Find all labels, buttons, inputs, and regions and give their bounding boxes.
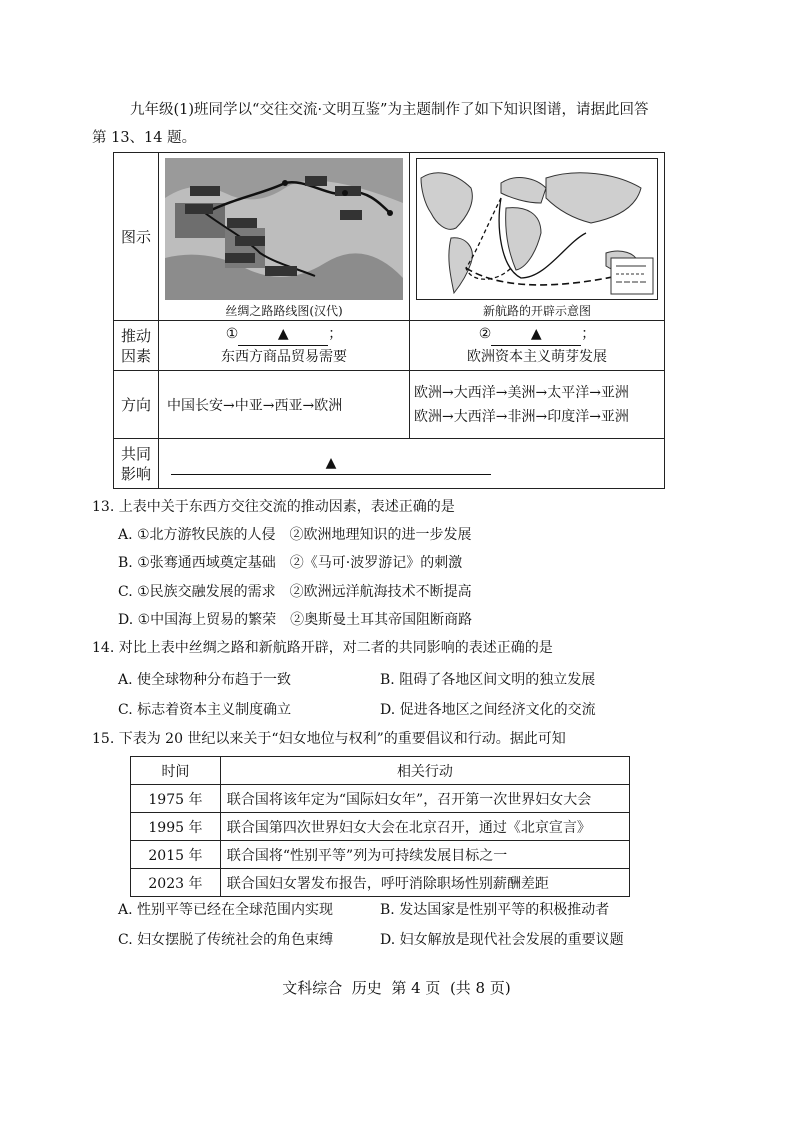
q13-option-c: C. ①民族交融发展的需求 ②欧洲远洋航海技术不断提高 bbox=[118, 584, 472, 600]
table-header-time: 时间 bbox=[131, 757, 221, 785]
new-routes-map-drawing bbox=[416, 158, 658, 300]
row-year: 2023 年 bbox=[131, 869, 221, 897]
direction-right-2: 欧洲→大西洋→非洲→印度洋→亚洲 bbox=[414, 408, 629, 425]
row-action: 联合国将该年定为“国际妇女年”，召开第一次世界妇女大会 bbox=[220, 785, 629, 813]
q14-stem: 14. 对比上表中丝绸之路和新航路开辟，对二者的共同影响的表述正确的是 bbox=[92, 640, 553, 656]
direction-right-cell bbox=[410, 371, 665, 439]
drive-left-mark: ▲ bbox=[277, 326, 289, 342]
row-action: 联合国妇女署发布报告，呼吁消除职场性别薪酬差距 bbox=[220, 869, 629, 897]
row-action: 联合国将“性别平等”列为可持续发展目标之一 bbox=[220, 841, 629, 869]
q14-option-c: C. 标志着资本主义制度确立 bbox=[118, 702, 292, 718]
silk-road-caption: 丝绸之路路线图(汉代) bbox=[225, 304, 343, 318]
row-action: 联合国第四次世界妇女大会在北京召开，通过《北京宣言》 bbox=[220, 813, 629, 841]
row-label-shared bbox=[114, 439, 159, 489]
new-routes-map bbox=[416, 158, 658, 300]
row-year: 1995 年 bbox=[131, 813, 221, 841]
drive-left-cell bbox=[159, 321, 410, 371]
q13-option-d: D. ①中国海上贸易的繁荣 ②奥斯曼土耳其帝国阻断商路 bbox=[118, 612, 473, 628]
q15-option-c: C. 妇女摆脱了传统社会的角色束缚 bbox=[118, 932, 334, 948]
row-year: 1975 年 bbox=[131, 785, 221, 813]
q13-stem: 13. 上表中关于东西方交往交流的推动因素，表述正确的是 bbox=[92, 499, 455, 515]
intro-line-2: 第 13、14 题。 bbox=[92, 130, 197, 146]
row-label-direction: 方向 bbox=[114, 371, 159, 439]
shared-impact-blank bbox=[171, 452, 491, 475]
drive-right-num: ② bbox=[478, 326, 492, 342]
q13-option-a: A. ①北方游牧民族的人侵 ②欧洲地理知识的进一步发展 bbox=[118, 527, 472, 543]
drive-right-text: 欧洲资本主义萌芽发展 bbox=[467, 349, 607, 365]
drive-right-mark: ▲ bbox=[530, 326, 542, 342]
silk-road-map-cell bbox=[159, 153, 410, 321]
drive-right-answer-blank bbox=[491, 323, 581, 346]
shared-impact-cell bbox=[159, 439, 665, 489]
intro-line-1: 九年级(1)班同学以“交往交流·文明互鉴”为主题制作了如下知识图谱，请据此回答 bbox=[130, 102, 649, 118]
knowledge-table bbox=[113, 152, 665, 489]
q14-option-b: B. 阻碍了各地区间文明的独立发展 bbox=[380, 672, 596, 688]
drive-right-cell bbox=[410, 321, 665, 371]
women-rights-table bbox=[130, 756, 630, 897]
drive-left-answer-blank bbox=[238, 323, 328, 346]
row-label-shared-1: 共同 bbox=[120, 444, 151, 463]
shared-impact-mark: ▲ bbox=[325, 455, 337, 471]
silk-road-map bbox=[165, 158, 403, 300]
q15-option-a: A. 性别平等已经在全球范围内实现 bbox=[118, 902, 334, 918]
q15-option-b: B. 发达国家是性别平等的积极推动者 bbox=[380, 902, 610, 918]
table-row bbox=[131, 841, 630, 869]
row-label-shared-2: 影响 bbox=[120, 464, 151, 483]
drive-right-blank bbox=[410, 323, 664, 346]
q15-stem: 15. 下表为 20 世纪以来关于“妇女地位与权利”的重要倡议和行动。据此可知 bbox=[92, 731, 566, 747]
drive-left-text: 东西方商品贸易需要 bbox=[221, 349, 347, 365]
direction-left: 中国长安→中亚→西亚→欧洲 bbox=[159, 371, 410, 439]
q13-option-b: B. ①张骞通西域奠定基础 ②《马可·波罗游记》的刺激 bbox=[118, 555, 463, 571]
q15-option-d: D. 妇女解放是现代社会发展的重要议题 bbox=[380, 932, 624, 948]
row-year: 2015 年 bbox=[131, 841, 221, 869]
drive-left-num: ① bbox=[225, 326, 239, 342]
page-footer: 文科综合 历史 第 4 页 (共 8 页) bbox=[282, 979, 511, 997]
new-routes-map-cell bbox=[410, 153, 665, 321]
silk-road-map-drawing bbox=[165, 158, 403, 300]
q14-option-d: D. 促进各地区之间经济文化的交流 bbox=[380, 702, 596, 718]
table-row bbox=[131, 785, 630, 813]
q14-option-a: A. 使全球物种分布趋于一致 bbox=[118, 672, 292, 688]
new-routes-caption: 新航路的开辟示意图 bbox=[482, 304, 591, 318]
table-row bbox=[131, 869, 630, 897]
direction-right-1: 欧洲→大西洋→美洲→太平洋→亚洲 bbox=[414, 384, 629, 401]
drive-right-semicolon: ； bbox=[581, 326, 596, 342]
row-label-drive bbox=[114, 321, 159, 371]
drive-left-blank bbox=[159, 323, 409, 346]
table-row bbox=[131, 813, 630, 841]
drive-left-semicolon: ； bbox=[328, 326, 343, 342]
row-label-figure: 图示 bbox=[114, 153, 159, 321]
row-label-drive-1: 推动 bbox=[120, 326, 151, 345]
row-label-drive-2: 因素 bbox=[120, 346, 151, 365]
table-header-action: 相关行动 bbox=[220, 757, 629, 785]
